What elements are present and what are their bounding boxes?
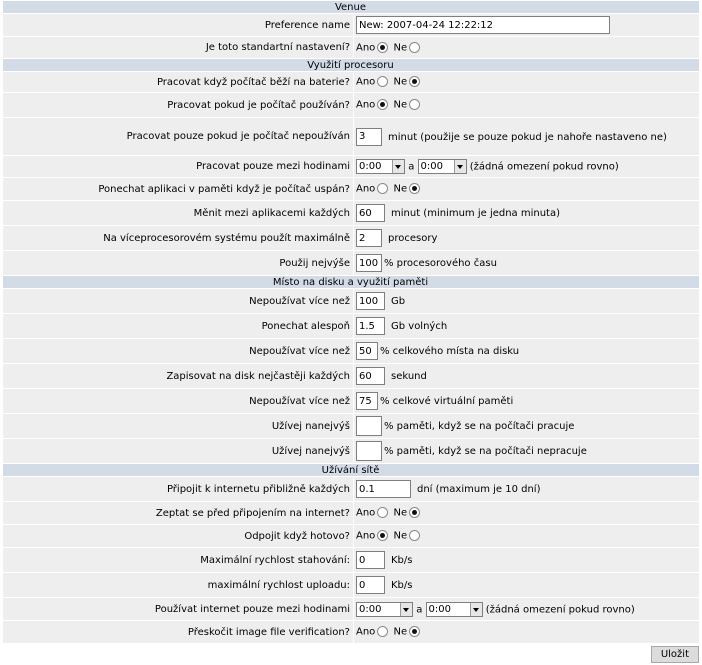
yes-label: Ano — [356, 626, 376, 638]
ram-busy-suffix: % paměti, když se na počítači pracuje — [384, 421, 575, 432]
in-use-label: Pracovat pokud je počítač používán? — [3, 93, 354, 118]
ram-idle-label: Užívej nanejvýš — [3, 439, 354, 464]
processors-suffix: procesory — [388, 233, 438, 244]
yes-label: Ano — [356, 183, 376, 195]
skip-verification-label: Přeskočit image file verification? — [3, 621, 354, 644]
ask-before-connect-label: Zeptat se před připojením na internet? — [3, 502, 354, 525]
disconnect-no-radio[interactable] — [409, 530, 420, 541]
max-disk-gb-input[interactable] — [356, 292, 385, 310]
ram-idle-suffix: % paměti, když se na počítači nepracuje — [384, 446, 587, 457]
no-label: Ne — [393, 626, 408, 638]
write-interval-input[interactable] — [356, 367, 385, 385]
skip-yes-radio[interactable] — [377, 626, 388, 637]
cpu-hours-suffix: (žádná omezení pokud rovno) — [469, 161, 619, 173]
max-download-label: Maximální rychlost stahování: — [3, 548, 354, 573]
cpu-hours-from-value: 0:00 — [359, 161, 382, 172]
yes-label: Ano — [356, 42, 376, 54]
chevron-down-icon — [454, 160, 466, 173]
max-disk-gb-suffix: Gb — [391, 296, 406, 307]
max-disk-gb-label: Nepoužívat více než — [3, 289, 354, 314]
cpu-percent-suffix: % procesorového času — [384, 258, 497, 269]
no-label: Ne — [393, 76, 408, 88]
pref-name-input[interactable] — [356, 16, 610, 34]
no-label: Ne — [393, 507, 408, 519]
no-label: Ne — [393, 99, 408, 111]
yes-label: Ano — [356, 76, 376, 88]
cpu-hours-label: Pracovat pouze mezi hodinami — [3, 156, 354, 178]
switch-apps-label: Měnit mezi aplikacemi každých — [3, 201, 354, 226]
switch-suffix: minut (minimum je jedna minuta) — [391, 208, 561, 219]
and-label: a — [408, 161, 415, 173]
pref-name-label: Preference name — [3, 14, 354, 37]
no-label: Ne — [393, 530, 408, 542]
section-header-disk: Místo na disku a využití paměti — [3, 276, 700, 289]
connect-interval-suffix: dní (maximum je 10 dní) — [417, 484, 541, 495]
chevron-down-icon — [470, 603, 482, 616]
max-download-suffix: Kb/s — [391, 555, 413, 566]
section-header-cpu: Využití procesoru — [3, 59, 700, 72]
leave-mem-yes-radio[interactable] — [377, 183, 388, 194]
processors-input[interactable] — [356, 229, 382, 247]
switch-minutes-input[interactable] — [356, 204, 385, 222]
net-hours-from-select[interactable] — [356, 602, 413, 617]
max-vm-suffix: % celkové virtuální paměti — [380, 396, 514, 407]
net-hours-from-value: 0:00 — [359, 603, 382, 615]
min-free-input[interactable] — [356, 317, 385, 335]
max-disk-pct-label: Nepoužívat více než — [3, 339, 354, 364]
idle-minutes-input[interactable] — [356, 128, 382, 146]
min-free-suffix: Gb volných — [391, 321, 448, 332]
cpu-hours-to-select[interactable] — [418, 159, 467, 174]
yes-label: Ano — [356, 530, 376, 542]
max-download-input[interactable] — [356, 551, 385, 569]
battery-no-radio[interactable] — [409, 76, 420, 87]
write-interval-label: Zapisovat na disk nejčastěji každých — [3, 364, 354, 389]
cpu-percent-label: Použij nejvýše — [3, 251, 354, 276]
max-upload-input[interactable] — [356, 576, 385, 594]
net-hours-to-select[interactable] — [426, 602, 483, 617]
battery-label: Pracovat když počítač běží na baterie? — [3, 72, 354, 93]
and-label: a — [416, 604, 423, 615]
battery-yes-radio[interactable] — [377, 76, 388, 87]
idle-label: Pracovat pouze pokud je počítač nepoužíván — [3, 118, 354, 156]
max-disk-pct-suffix: % celkového místa na disku — [380, 346, 520, 357]
section-header-venue: Venue — [3, 1, 700, 14]
max-upload-label: maximální rychlost uploadu: — [3, 573, 354, 598]
net-hours-suffix: (žádná omezení pokud rovno) — [485, 604, 635, 615]
net-hours-to-value: 0:00 — [428, 603, 451, 615]
multiprocessor-label: Na víceprocesorovém systému použít maximálně — [3, 226, 354, 251]
write-interval-suffix: sekund — [391, 371, 427, 382]
connect-interval-input[interactable] — [356, 480, 411, 498]
cpu-hours-from-select[interactable] — [356, 159, 405, 174]
cpu-percent-input[interactable] — [356, 254, 382, 272]
ram-busy-input[interactable] — [356, 416, 382, 436]
max-upload-suffix: Kb/s — [391, 580, 413, 591]
no-label: Ne — [393, 42, 408, 54]
max-vm-input[interactable] — [356, 392, 378, 410]
default-no-radio[interactable] — [409, 42, 420, 53]
preferences-table — [2, 0, 700, 665]
chevron-down-icon — [400, 603, 412, 616]
disconnect-label: Odpojit když hotovo? — [3, 525, 354, 548]
idle-suffix: minut (použije se pouze pokud je nahoře nastaveno ne) — [388, 131, 667, 143]
in-use-yes-radio[interactable] — [377, 99, 388, 110]
section-header-network: Užívání sítě — [3, 464, 700, 477]
leave-in-memory-label: Ponechat aplikaci v paměti když je počítač uspán? — [3, 178, 354, 201]
min-free-label: Ponechat alespoň — [3, 314, 354, 339]
max-vm-label: Nepoužívat více než — [3, 389, 354, 414]
default-yes-radio[interactable] — [377, 42, 388, 53]
net-hours-label: Používat internet pouze mezi hodinami — [3, 598, 354, 621]
cpu-hours-to-value: 0:00 — [420, 161, 443, 172]
ram-busy-label: Užívej nanejvýš — [3, 414, 354, 439]
no-label: Ne — [393, 183, 408, 195]
default-setting-radio-group — [354, 37, 700, 59]
yes-label: Ano — [356, 99, 376, 111]
default-setting-label: Je toto standartní nastavení? — [3, 37, 354, 59]
save-button[interactable]: Uložit — [651, 646, 699, 663]
max-disk-pct-input[interactable] — [356, 342, 378, 360]
disconnect-yes-radio[interactable] — [377, 530, 388, 541]
ask-yes-radio[interactable] — [377, 507, 388, 518]
skip-no-radio[interactable] — [409, 626, 420, 637]
leave-mem-no-radio[interactable] — [409, 183, 420, 194]
ram-idle-input[interactable] — [356, 441, 382, 461]
yes-label: Ano — [356, 507, 376, 519]
chevron-down-icon — [392, 160, 404, 173]
ask-no-radio[interactable] — [409, 507, 420, 518]
connect-interval-label: Připojit k internetu přibližně každých — [3, 477, 354, 502]
in-use-no-radio[interactable] — [409, 99, 420, 110]
